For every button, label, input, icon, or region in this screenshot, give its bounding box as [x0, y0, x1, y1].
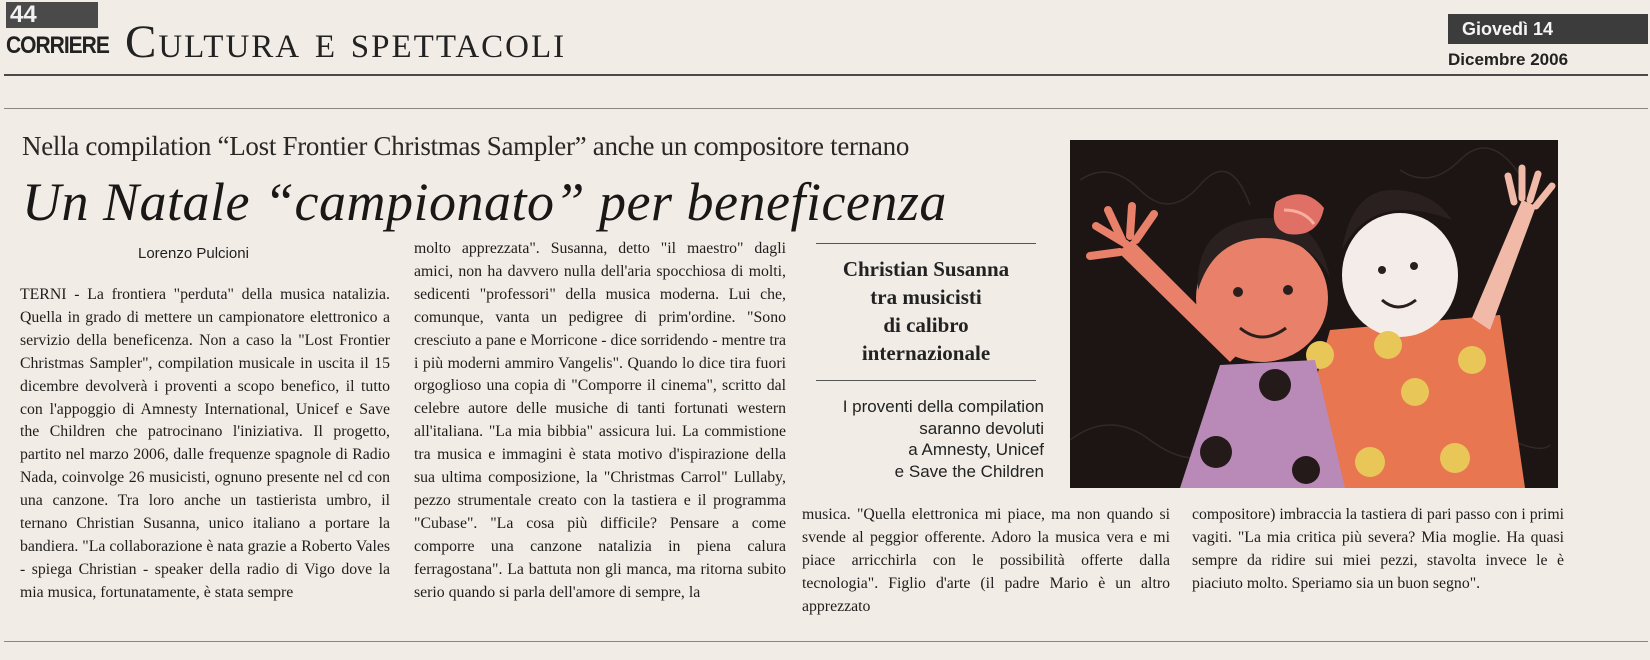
sidebar-subtext [790, 396, 1044, 482]
right-child-face [1342, 213, 1458, 337]
sidebar-subtext-line: I proventi della compilation [842, 397, 1044, 416]
sidebar-subtext-line: saranno devoluti [919, 418, 1044, 438]
article-headline: Un Natale “campionato” per beneficenza [22, 172, 947, 232]
article-column-4 [1192, 504, 1564, 596]
header-divider [4, 74, 1648, 76]
issue-day: Giovedì 14 [1448, 14, 1648, 44]
sidebar-heading-line: di calibro [883, 313, 969, 337]
article-kicker: Nella compilation “Lost Frontier Christmas Sampler” anche un compositore ternano [22, 131, 910, 161]
article-column-2 [414, 238, 786, 605]
right-child-eye [1410, 262, 1418, 270]
column-text: molto apprezzata". Susanna, detto "il maestro" dagli amici, non ha davvero nulla dell'aria spocchiosa di molti, sedicenti "professori" della musica moderna. Lui che, comunque, vanta un pedigree di prim'ordine. "Sono cresciuto a pane e Morricone - dice sorridendo - mentre tra i più moderni ammiro Vangelis". Quando lo dice tira fuori orgoglioso una copia di "Comporre il cinema", scritto dal celebre autore delle musiche di tanti fortunati western all'italiana. "La mia bibbia" assicura lui. La commistione tra musica e immagini è stata motivo d'ispirazione della sua ultima composizione, la "Christmas Carrol" Lullaby, pezzo strumentale creato con la tastiera e il programma "Cubase". "La cosa più difficile? Pensare a come comporre una canzone natalizia in piena calura ferragostana". La battuta non gli manca, ma ritorna subito serio quando si parla dell'amore di sempre, la [414, 240, 786, 601]
article-photo [1070, 140, 1558, 488]
sidebar-divider-bottom [816, 380, 1036, 381]
article-column-1 [20, 284, 390, 605]
column-text: musica. "Quella elettronica mi piace, ma non quando si svende al peggior offerente. Adoro la musica vera e mi piace arricchirla con le possibilità offerte dalla tecnologia". Figlio d'arte (il padre Mario è un altro apprezzato [802, 506, 1170, 615]
column-text: compositore) imbraccia la tastiera di pari passo con i primi vagiti. "La mia critica più severa? Mia moglie. Ha quasi sempre da ridire sui miei pezzi, stavolta invece le è piaciuto molto. Speriamo sia un buon segno". [1192, 506, 1564, 592]
section-title: Cultura e spettacoli [125, 16, 567, 68]
sidebar-heading [816, 255, 1036, 367]
sidebar-subtext-line: e Save the Children [894, 461, 1044, 481]
page-number: 44 [6, 2, 98, 28]
left-child-eye [1283, 285, 1293, 295]
sidebar-heading-line: Christian Susanna [842, 257, 1010, 281]
column-text: TERNI - La frontiera "perduta" della musica natalizia. Quella in grado di mettere un campionatore elettronico a servizio della beneficenza. Non a caso la "Lost Frontier Christmas Sampler", compilation musicale in uscita il 15 dicembre devolverà i proventi a scopo benefico, il tutto con l'appoggio di Amnesty International, Unicef e Save the Children che patrocinano l'iniziativa. Il progetto, partito nel marzo 2006, dalle frequenze spagnole di Radio Nada, coinvolge 26 musicisti, ognuno presente nel cd con una canzone. Tra loro anche un tastierista umbro, il ternano Christian Susanna, unico italiano a portare la bandiera. "La collaborazione è nata grazie a Roberto Vales - spiega Christian - speaker della radio di Vigo dove la mia musica, fortunatamente, è stata sempre [20, 286, 390, 601]
article-column-3 [802, 504, 1170, 619]
issue-month-year: Dicembre 2006 [1448, 50, 1569, 69]
article-byline: Lorenzo Pulcioni [138, 245, 249, 262]
sidebar-heading-line: tra musicisti [870, 285, 982, 309]
left-child-eye [1233, 287, 1243, 297]
sidebar-subtext-line: a Amnesty, Unicef [908, 440, 1044, 459]
newspaper-name: CORRIERE [6, 32, 109, 59]
children-drawing-illustration [1070, 140, 1558, 488]
sidebar-heading-line: internazionale [861, 341, 991, 365]
right-child-eye [1378, 266, 1386, 274]
sidebar-divider-top [816, 243, 1036, 244]
